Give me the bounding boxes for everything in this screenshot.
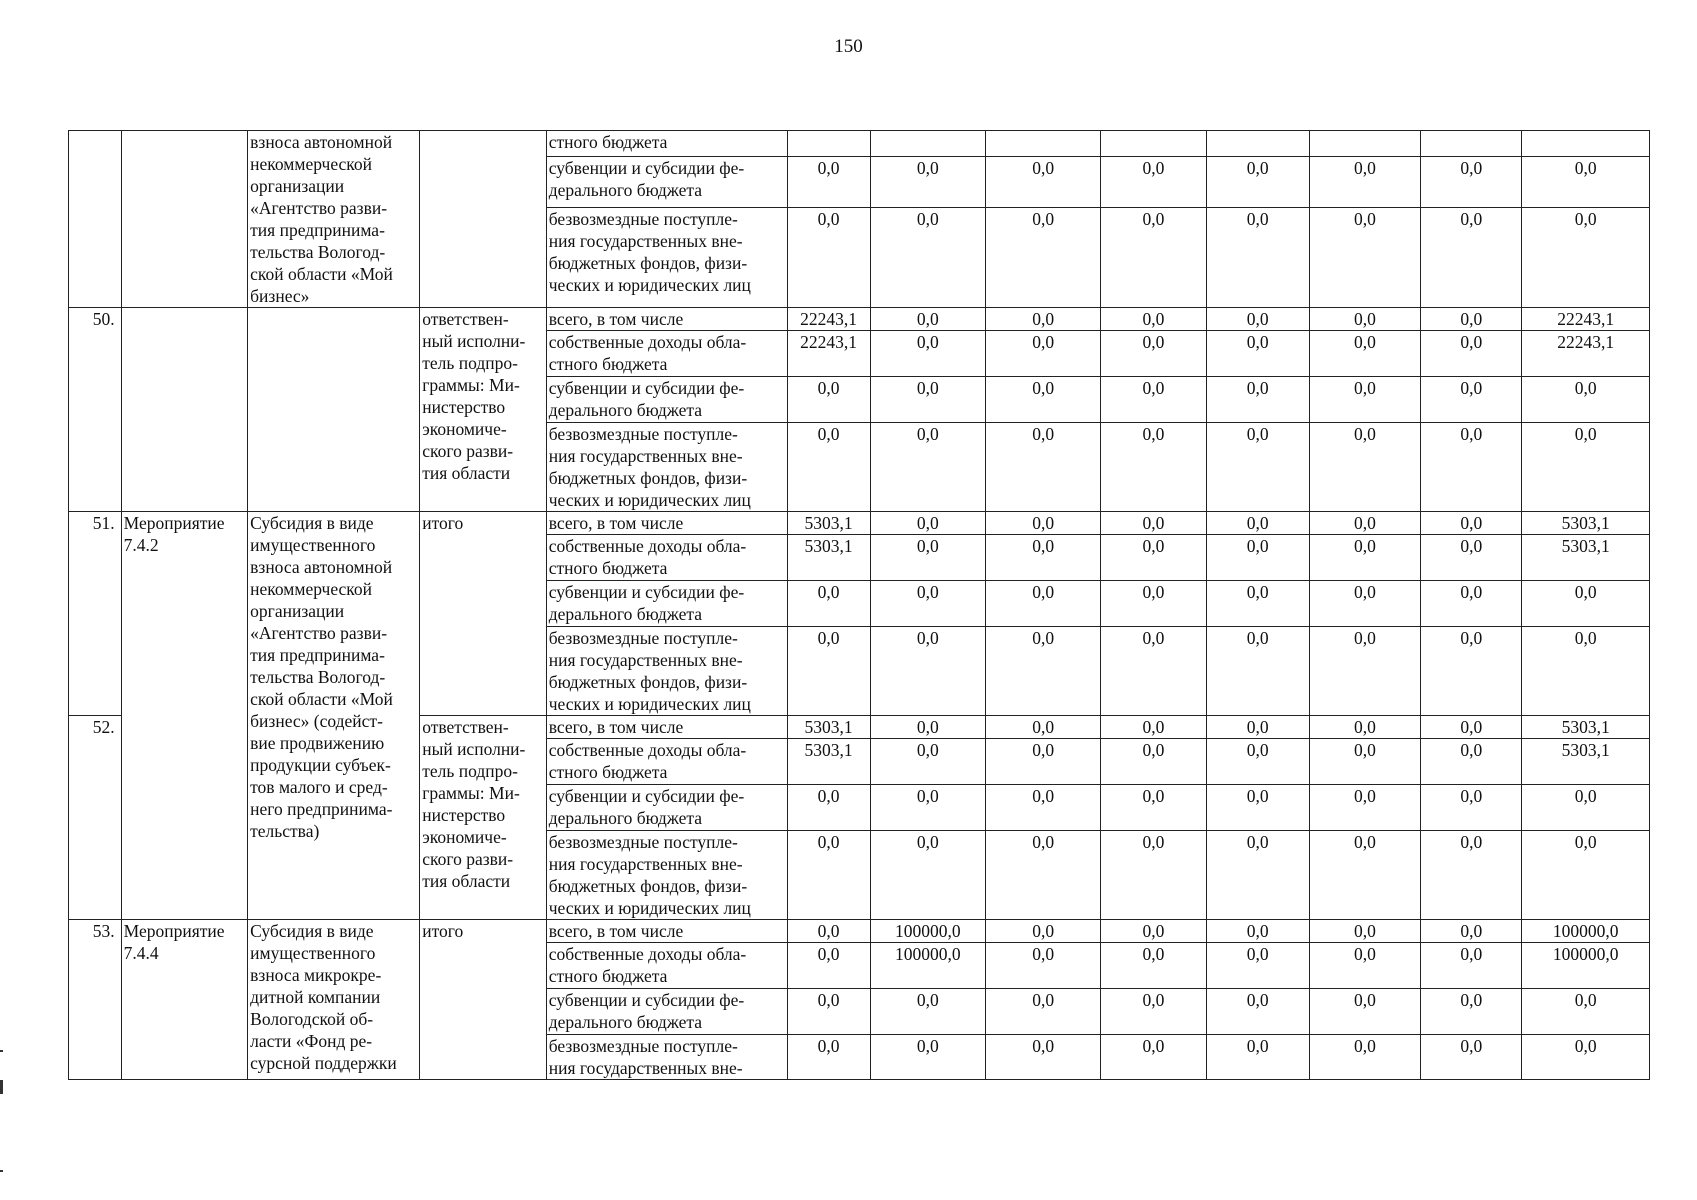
row-number-cell: 50. [69, 308, 122, 512]
table-row [69, 131, 1650, 157]
value-cell: 5303,1 [787, 512, 870, 535]
funding-source-cell: всего, в том числе [546, 308, 787, 331]
value-cell: 0,0 [1421, 943, 1522, 989]
value-cell [1309, 131, 1420, 157]
value-cell: 0,0 [1421, 377, 1522, 423]
table-row [69, 308, 1650, 331]
value-cell: 0,0 [870, 581, 985, 627]
value-cell: 0,0 [787, 581, 870, 627]
funding-source-cell: собственные доходы обла- стного бюджета [546, 331, 787, 377]
value-cell [787, 131, 870, 157]
value-cell: 0,0 [985, 423, 1100, 512]
executor-cell: ответствен- ный исполни- тель подпро- граммы: Ми- нистерство экономиче- ского разви- тия области [420, 308, 547, 512]
funding-source-cell: субвенции и субсидии фе- дерального бюджета [546, 581, 787, 627]
value-cell: 0,0 [870, 716, 985, 739]
value-cell: 22243,1 [1522, 308, 1650, 331]
funding-source-cell: субвенции и субсидии фе- дерального бюджета [546, 156, 787, 208]
row-number-cell: 52. [69, 716, 122, 920]
value-cell: 0,0 [1206, 943, 1309, 989]
value-cell: 0,0 [1421, 627, 1522, 716]
value-cell [1101, 131, 1206, 157]
value-cell: 0,0 [1101, 785, 1206, 831]
row-number-cell [69, 131, 122, 308]
value-cell: 0,0 [1522, 989, 1650, 1035]
value-cell: 0,0 [1101, 535, 1206, 581]
value-cell: 0,0 [787, 423, 870, 512]
value-cell: 0,0 [1101, 627, 1206, 716]
value-cell: 0,0 [1309, 331, 1420, 377]
value-cell: 0,0 [870, 785, 985, 831]
value-cell: 0,0 [1101, 423, 1206, 512]
scan-margin-mark [0, 1050, 3, 1052]
value-cell: 0,0 [1421, 208, 1522, 308]
value-cell: 0,0 [1421, 1035, 1522, 1080]
value-cell: 0,0 [1101, 512, 1206, 535]
value-cell: 0,0 [1522, 1035, 1650, 1080]
measure-cell: Мероприятие 7.4.4 [121, 920, 248, 1080]
value-cell: 0,0 [985, 377, 1100, 423]
value-cell: 100000,0 [1522, 920, 1650, 943]
funding-source-cell: безвозмездные поступле- ния государственных вне- [546, 1035, 787, 1080]
value-cell: 0,0 [787, 943, 870, 989]
value-cell [985, 131, 1100, 157]
value-cell: 0,0 [1206, 535, 1309, 581]
value-cell: 100000,0 [870, 943, 985, 989]
value-cell: 5303,1 [1522, 512, 1650, 535]
measure-name-cell: Субсидия в виде имущественного взноса микрокре- дитной компании Вологодской об- ласти «Фонд ре- сурсной поддержки [248, 920, 420, 1080]
value-cell: 0,0 [870, 1035, 985, 1080]
value-cell: 0,0 [985, 581, 1100, 627]
value-cell: 0,0 [1522, 581, 1650, 627]
value-cell [1522, 131, 1650, 157]
value-cell: 0,0 [1101, 331, 1206, 377]
value-cell: 0,0 [1101, 716, 1206, 739]
value-cell: 0,0 [1206, 989, 1309, 1035]
value-cell: 22243,1 [1522, 331, 1650, 377]
value-cell: 0,0 [1206, 512, 1309, 535]
value-cell: 0,0 [1421, 581, 1522, 627]
value-cell: 0,0 [787, 627, 870, 716]
value-cell [870, 131, 985, 157]
value-cell: 0,0 [1421, 535, 1522, 581]
value-cell: 0,0 [1309, 831, 1420, 920]
value-cell: 22243,1 [787, 331, 870, 377]
value-cell: 0,0 [1206, 831, 1309, 920]
value-cell: 0,0 [1309, 943, 1420, 989]
value-cell: 0,0 [1206, 308, 1309, 331]
value-cell: 0,0 [1421, 156, 1522, 208]
value-cell: 0,0 [1101, 739, 1206, 785]
executor-cell [420, 131, 547, 308]
value-cell: 0,0 [985, 785, 1100, 831]
value-cell: 0,0 [985, 208, 1100, 308]
value-cell: 0,0 [985, 739, 1100, 785]
value-cell: 0,0 [985, 308, 1100, 331]
measure-cell: Мероприятие 7.4.2 [121, 512, 248, 920]
value-cell: 0,0 [1101, 943, 1206, 989]
value-cell: 0,0 [985, 156, 1100, 208]
value-cell: 5303,1 [787, 535, 870, 581]
value-cell: 0,0 [1421, 785, 1522, 831]
value-cell: 0,0 [787, 920, 870, 943]
value-cell: 0,0 [985, 920, 1100, 943]
value-cell: 0,0 [985, 535, 1100, 581]
value-cell: 0,0 [1206, 1035, 1309, 1080]
value-cell: 0,0 [1206, 377, 1309, 423]
value-cell: 0,0 [1206, 423, 1309, 512]
scan-margin-mark [0, 1080, 3, 1094]
measure-name-cell: Субсидия в виде имущественного взноса автономной некоммерческой организации «Агентство разви- тия предпринима- тельства Вологод- ской области «Мой бизнес» (содейст- вие продвижению продукции субъек- тов малого и сред- него предпринима- тельства) [248, 512, 420, 920]
scan-margin-mark [0, 1170, 3, 1172]
value-cell [1421, 131, 1522, 157]
funding-source-cell: безвозмездные поступле- ния государственных вне- бюджетных фондов, физи- ческих и юридических лиц [546, 423, 787, 512]
value-cell: 0,0 [985, 627, 1100, 716]
value-cell: 0,0 [1421, 308, 1522, 331]
funding-source-cell: всего, в том числе [546, 920, 787, 943]
row-number-cell: 53. [69, 920, 122, 1080]
value-cell [1206, 131, 1309, 157]
funding-source-cell: субвенции и субсидии фе- дерального бюджета [546, 785, 787, 831]
value-cell: 0,0 [1522, 423, 1650, 512]
value-cell: 0,0 [1101, 581, 1206, 627]
value-cell: 0,0 [870, 739, 985, 785]
value-cell: 0,0 [1309, 989, 1420, 1035]
value-cell: 0,0 [985, 989, 1100, 1035]
funding-source-cell: всего, в том числе [546, 512, 787, 535]
value-cell: 0,0 [1206, 331, 1309, 377]
value-cell: 0,0 [1206, 920, 1309, 943]
value-cell: 0,0 [787, 156, 870, 208]
value-cell: 0,0 [1421, 423, 1522, 512]
value-cell: 0,0 [870, 377, 985, 423]
value-cell: 0,0 [1309, 535, 1420, 581]
value-cell: 0,0 [1101, 831, 1206, 920]
value-cell: 0,0 [870, 535, 985, 581]
value-cell: 0,0 [870, 208, 985, 308]
value-cell: 0,0 [1309, 512, 1420, 535]
measure-name-cell [248, 308, 420, 512]
value-cell: 5303,1 [1522, 739, 1650, 785]
value-cell: 0,0 [870, 512, 985, 535]
value-cell: 0,0 [870, 831, 985, 920]
value-cell: 0,0 [787, 1035, 870, 1080]
value-cell: 0,0 [1421, 989, 1522, 1035]
executor-cell: итого [420, 512, 547, 716]
value-cell: 0,0 [1309, 581, 1420, 627]
value-cell: 0,0 [1206, 581, 1309, 627]
value-cell: 5303,1 [1522, 716, 1650, 739]
table-row [69, 920, 1650, 943]
value-cell: 0,0 [1206, 739, 1309, 785]
page-number: 150 [834, 36, 863, 57]
value-cell: 0,0 [870, 627, 985, 716]
value-cell: 0,0 [1309, 208, 1420, 308]
funding-source-cell: стного бюджета [546, 131, 787, 157]
funding-source-cell: субвенции и субсидии фе- дерального бюджета [546, 989, 787, 1035]
value-cell: 0,0 [1309, 1035, 1420, 1080]
value-cell: 0,0 [1421, 831, 1522, 920]
value-cell: 0,0 [1421, 331, 1522, 377]
value-cell: 0,0 [1206, 627, 1309, 716]
value-cell: 0,0 [1101, 156, 1206, 208]
value-cell: 5303,1 [787, 716, 870, 739]
funding-source-cell: субвенции и субсидии фе- дерального бюджета [546, 377, 787, 423]
value-cell: 0,0 [787, 208, 870, 308]
value-cell: 0,0 [1309, 423, 1420, 512]
funding-source-cell: собственные доходы обла- стного бюджета [546, 535, 787, 581]
value-cell: 0,0 [985, 512, 1100, 535]
value-cell: 0,0 [1522, 156, 1650, 208]
value-cell: 0,0 [1309, 716, 1420, 739]
value-cell: 0,0 [1309, 156, 1420, 208]
value-cell: 0,0 [870, 156, 985, 208]
value-cell: 0,0 [1421, 920, 1522, 943]
value-cell: 0,0 [1522, 208, 1650, 308]
executor-cell: итого [420, 920, 547, 1080]
value-cell: 0,0 [870, 308, 985, 331]
funding-source-cell: всего, в том числе [546, 716, 787, 739]
value-cell: 0,0 [985, 331, 1100, 377]
value-cell: 0,0 [1522, 377, 1650, 423]
value-cell: 0,0 [870, 989, 985, 1035]
value-cell: 5303,1 [787, 739, 870, 785]
value-cell: 22243,1 [787, 308, 870, 331]
funding-source-cell: собственные доходы обла- стного бюджета [546, 943, 787, 989]
value-cell: 100000,0 [870, 920, 985, 943]
budget-table [68, 130, 1650, 1080]
table-row [69, 512, 1650, 535]
value-cell: 0,0 [787, 377, 870, 423]
value-cell: 0,0 [985, 943, 1100, 989]
value-cell: 0,0 [1206, 208, 1309, 308]
value-cell: 5303,1 [1522, 535, 1650, 581]
measure-cell [121, 308, 248, 512]
value-cell: 0,0 [1101, 1035, 1206, 1080]
measure-cell [121, 131, 248, 308]
row-number-cell: 51. [69, 512, 122, 716]
value-cell: 0,0 [1206, 156, 1309, 208]
value-cell: 0,0 [985, 1035, 1100, 1080]
value-cell: 0,0 [870, 423, 985, 512]
funding-source-cell: безвозмездные поступле- ния государственных вне- бюджетных фондов, физи- ческих и юридических лиц [546, 208, 787, 308]
value-cell: 0,0 [1206, 785, 1309, 831]
value-cell: 0,0 [1421, 512, 1522, 535]
value-cell: 0,0 [1522, 627, 1650, 716]
funding-source-cell: безвозмездные поступле- ния государственных вне- бюджетных фондов, физи- ческих и юридических лиц [546, 627, 787, 716]
value-cell: 0,0 [1421, 716, 1522, 739]
value-cell: 0,0 [985, 716, 1100, 739]
value-cell: 0,0 [1309, 627, 1420, 716]
value-cell: 0,0 [1101, 208, 1206, 308]
funding-source-cell: собственные доходы обла- стного бюджета [546, 739, 787, 785]
value-cell: 0,0 [1522, 831, 1650, 920]
value-cell: 0,0 [1309, 308, 1420, 331]
value-cell: 0,0 [1309, 377, 1420, 423]
value-cell: 0,0 [1206, 716, 1309, 739]
value-cell: 0,0 [1309, 739, 1420, 785]
executor-cell: ответствен- ный исполни- тель подпро- граммы: Ми- нистерство экономиче- ского разви- тия области [420, 716, 547, 920]
value-cell: 0,0 [1101, 377, 1206, 423]
value-cell: 0,0 [1309, 920, 1420, 943]
value-cell: 0,0 [787, 831, 870, 920]
value-cell: 0,0 [787, 989, 870, 1035]
value-cell: 0,0 [1101, 920, 1206, 943]
value-cell: 0,0 [1309, 785, 1420, 831]
value-cell: 0,0 [1101, 989, 1206, 1035]
value-cell: 0,0 [1522, 785, 1650, 831]
value-cell: 0,0 [870, 331, 985, 377]
measure-name-cell: взноса автономной некоммерческой организации «Агентство разви- тия предпринима- тельства Вологод- ской области «Мой бизнес» [248, 131, 420, 308]
value-cell: 0,0 [787, 785, 870, 831]
value-cell: 0,0 [1421, 739, 1522, 785]
value-cell: 0,0 [985, 831, 1100, 920]
funding-source-cell: безвозмездные поступле- ния государственных вне- бюджетных фондов, физи- ческих и юридических лиц [546, 831, 787, 920]
value-cell: 100000,0 [1522, 943, 1650, 989]
value-cell: 0,0 [1101, 308, 1206, 331]
